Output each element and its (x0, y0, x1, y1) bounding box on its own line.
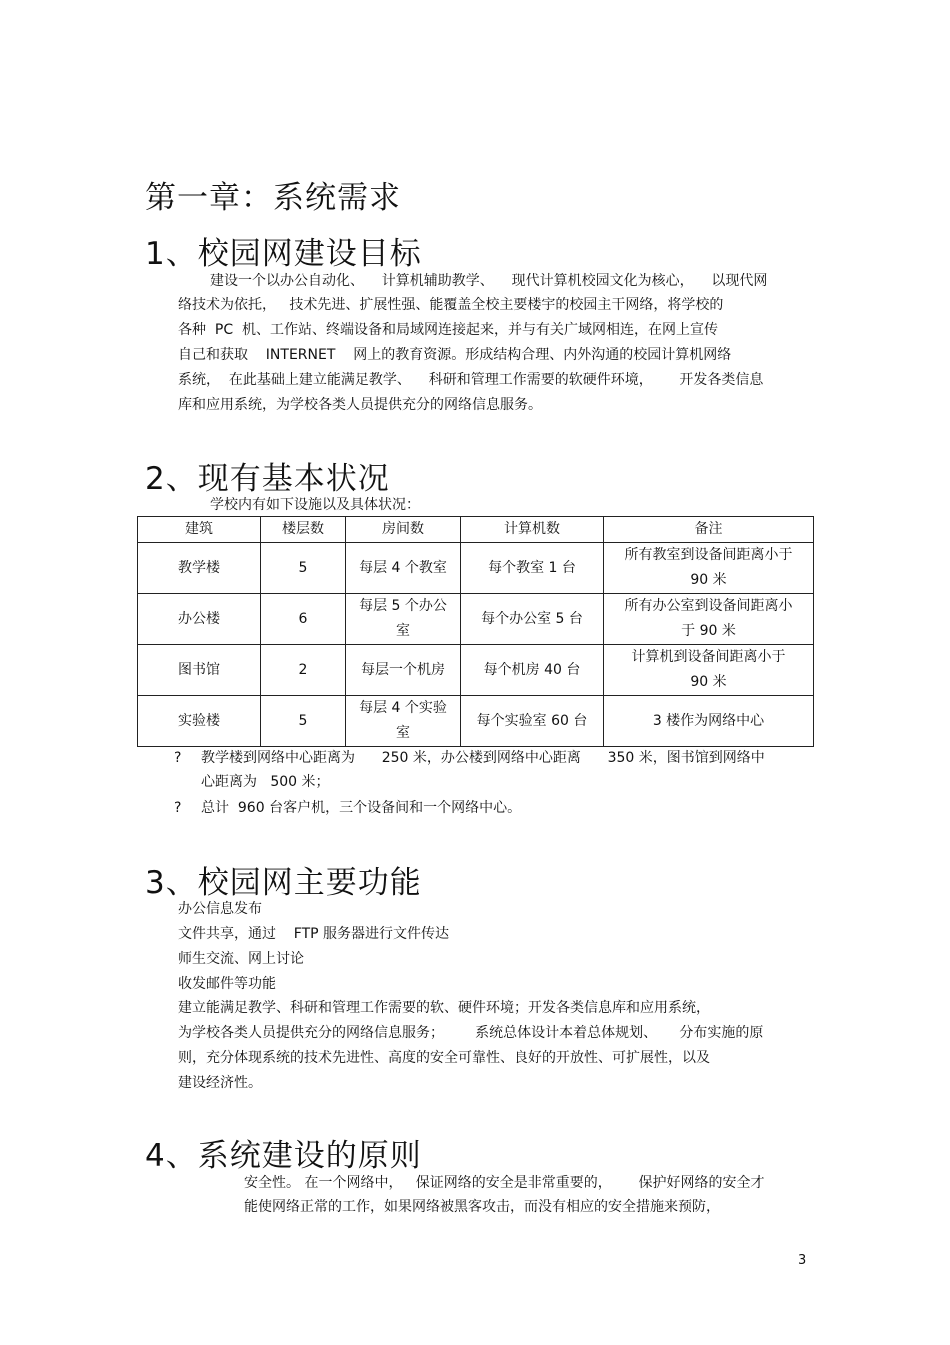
table-cell: 所有教室到设备间距离小于 90 米 (604, 543, 814, 594)
note-line: 心距离为 500 米； (201, 774, 330, 790)
table-header-cell: 备注 (604, 517, 814, 543)
s3-line: 办公信息发布 (178, 901, 262, 917)
note-bullet: ? (174, 750, 182, 766)
table-cell: 所有办公室到设备间距离小于 90 米 (604, 594, 814, 645)
s4-line: 安全性。 在一个网络中， 保证网络的安全是非常重要的， 保护好网络的安全才 (244, 1175, 765, 1191)
table-cell: 每个实验室 60 台 (461, 696, 604, 747)
s3-line: 文件共享，通过 FTP 服务器进行文件传达 (178, 926, 450, 942)
table-header-cell: 计算机数 (461, 517, 604, 543)
note-line: 总计 960 台客户机，三个设备间和一个网络中心。 (201, 800, 522, 816)
table-cell: 每个教室 1 台 (461, 543, 604, 594)
table-cell: 每层 5 个办公室 (346, 594, 461, 645)
facilities-table (137, 516, 814, 747)
table-row (138, 594, 814, 645)
table-cell: 教学楼 (138, 543, 261, 594)
s4-line: 能使网络正常的工作，如果网络被黑客攻击，而没有相应的安全措施来预防， (244, 1199, 720, 1215)
table-cell: 每层 4 个教室 (346, 543, 461, 594)
table-cell: 2 (261, 645, 346, 696)
table-cell: 每层一个机房 (346, 645, 461, 696)
page-number: 3 (798, 1253, 807, 1268)
chapter-title: 第一章：系统需求 (145, 180, 401, 216)
table-cell: 6 (261, 594, 346, 645)
s3-line: 建设经济性。 (178, 1075, 262, 1091)
table-header-cell: 楼层数 (261, 517, 346, 543)
table-cell: 实验楼 (138, 696, 261, 747)
table-cell: 每层 4 个实验室 (346, 696, 461, 747)
note-line: 教学楼到网络中心距离为 250 米，办公楼到网络中心距离 350 米，图书馆到网络中 (201, 750, 765, 766)
s3-line: 建立能满足教学、科研和管理工作需要的软、硬件环境；开发各类信息库和应用系统， (178, 1000, 710, 1016)
s3-line: 则，充分体现系统的技术先进性、高度的安全可靠性、良好的开放性、可扩展性，以及 (178, 1050, 710, 1066)
table-header-row (138, 517, 814, 543)
table-cell: 每个机房 40 台 (461, 645, 604, 696)
table-header-cell: 房间数 (346, 517, 461, 543)
s3-line: 收发邮件等功能 (178, 976, 276, 992)
table-cell: 计算机到设备间距离小于 90 米 (604, 645, 814, 696)
section-heading-4: 4、系统建设的原则 (145, 1138, 422, 1174)
table-cell: 每个办公室 5 台 (461, 594, 604, 645)
s3-line: 师生交流、网上讨论 (178, 951, 304, 967)
section-heading-1: 1、校园网建设目标 (145, 236, 422, 272)
s1-line: 库和应用系统，为学校各类人员提供充分的网络信息服务。 (178, 397, 542, 413)
s2-intro: 学校内有如下设施以及具体状况： (210, 497, 420, 513)
table-header-cell: 建筑 (138, 517, 261, 543)
s1-line: 建设一个以办公自动化、 计算机辅助教学、 现代计算机校园文化为核心， 以现代网 (210, 273, 768, 289)
table-cell: 图书馆 (138, 645, 261, 696)
section-heading-2: 2、现有基本状况 (145, 461, 390, 497)
table-row (138, 543, 814, 594)
s3-line: 为学校各类人员提供充分的网络信息服务； 系统总体设计本着总体规划、 分布实施的原 (178, 1025, 764, 1041)
s1-line: 各种 PC 机、工作站、终端设备和局域网连接起来，并与有关广域网相连，在网上宣传 (178, 322, 719, 338)
note-bullet: ? (174, 800, 182, 816)
table-cell: 5 (261, 696, 346, 747)
table-cell: 办公楼 (138, 594, 261, 645)
s1-line: 自己和获取 INTERNET 网上的教育资源。形成结构合理、内外沟通的校园计算机网络 (178, 347, 732, 363)
table-cell: 3 楼作为网络中心 (604, 696, 814, 747)
s1-line: 系统， 在此基础上建立能满足教学、 科研和管理工作需要的软硬件环境， 开发各类信息 (178, 372, 764, 388)
s1-line: 络技术为依托， 技术先进、扩展性强、能覆盖全校主要楼宇的校园主干网络，将学校的 (178, 297, 724, 313)
table-row (138, 645, 814, 696)
table-cell: 5 (261, 543, 346, 594)
section-heading-3: 3、校园网主要功能 (145, 865, 422, 901)
table-row (138, 696, 814, 747)
